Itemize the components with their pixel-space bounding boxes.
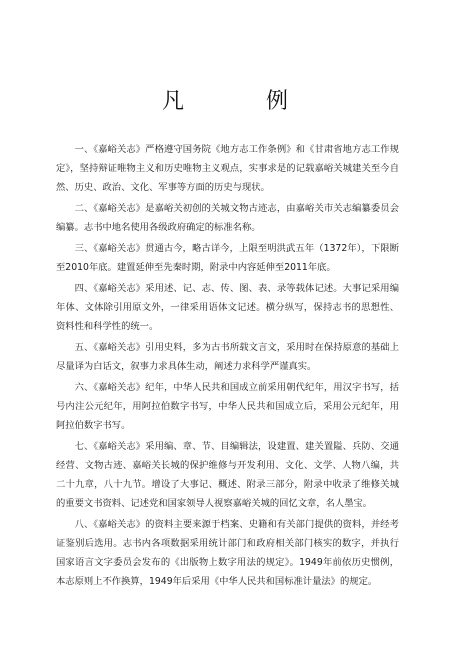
paragraph-6: 六、《嘉峪关志》纪年，中华人民共和国成立前采用朝代纪年，用汉字书写，括号内注公元纪年，用阿拉伯数字书写，中华人民共和国成立后，采用公元纪年，用阿拉伯数字书写。: [56, 382, 399, 431]
page-title: 凡 例: [161, 89, 318, 114]
document-body: [56, 140, 399, 593]
paragraph-1: 一、《嘉峪关志》严格遵守国务院《地方志工作条例》和《甘肃省地方志工作规定》，坚持辩证唯物主义和历史唯物主义观点，实事求是的记载嘉峪关城建关至今自然、历史、政治、文化、军事等方面的历史与现状。: [56, 144, 399, 193]
paragraph-5: 五、《嘉峪关志》引用史料，多为古书所载文言文，采用时在保持原意的基础上尽量译为白话文，叙事力求具体生动，阐述力求科学严谨真实。: [56, 342, 399, 372]
paragraph-3: 三、《嘉峪关志》贯通古今，略古详今，上限至明洪武五年（1372年），下限断至2010年底。建置延伸至先秦时期，附录中内容延伸至2011年底。: [56, 243, 399, 273]
paragraph-7: 七、《嘉峪关志》采用编、章、节、目编辑法，设建置、建关置隘、兵防、交通经营、文物古迹、嘉峪关长城的保护维修与开发利用、文化、文学、人物八编，共二十九章，八十九节。增设了大事记、概述、附录三部分，附录中收录了维修关城的重要文书资料、记述党和国家领导人视察嘉峪关城的回忆文章，名人墨宝。: [56, 441, 399, 509]
paragraph-4: 四、《嘉峪关志》采用述、记、志、传、图、表、录等载体记述。大事记采用编年体、文体除引用原文外，一律采用语体文记述。横分纵写，保持志书的思想性、资料性和科学性的统一。: [56, 283, 399, 332]
paragraph-8: 八、《嘉峪关志》的资料主要来源于档案、史籍和有关部门提供的资料，并经考证鉴别后选用。志书内各项数据采用统计部门和政府相关部门核实的数字，并执行国家语言文字委员会发布的《出版物上数字用法的规定》。1949年前依历史惯例，本志原则上不作换算，1949年后采用《中华人民共和国标准计量法》的规定。: [56, 519, 399, 587]
paragraph-2: 二、《嘉峪关志》是嘉峪关初创的关城文物古迹志，由嘉峪关市关志编纂委员会编纂。志书中地名使用各级政府确定的标准名称。: [56, 203, 399, 233]
